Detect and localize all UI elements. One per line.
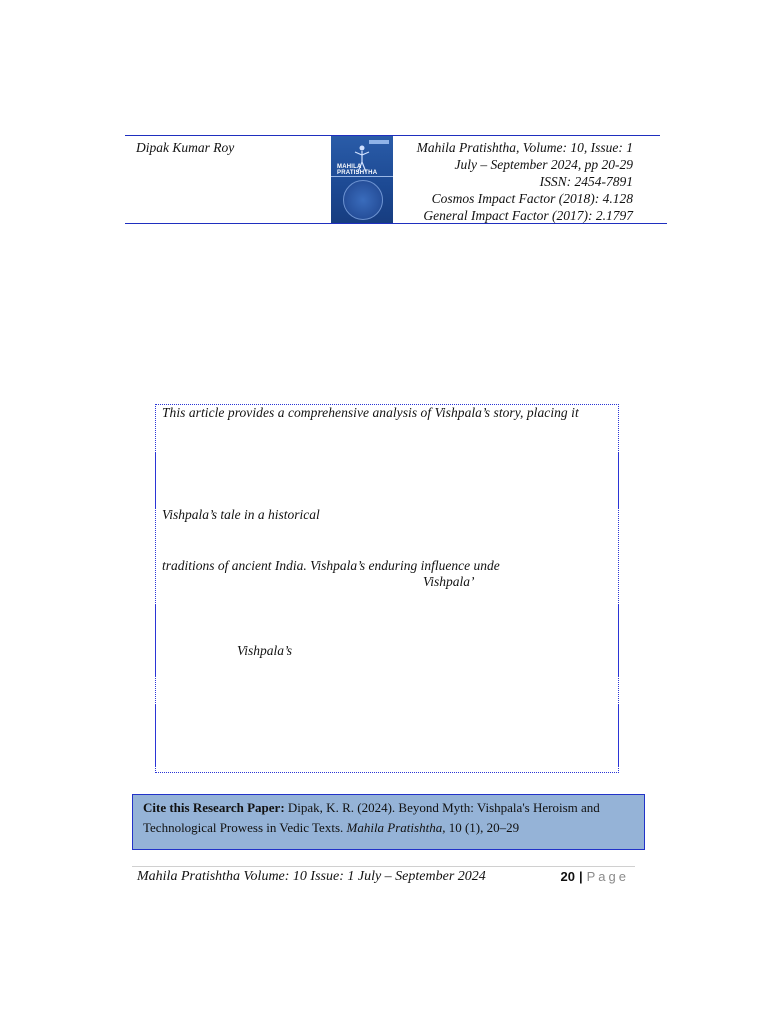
citation-journal: Mahila Pratishtha — [346, 820, 443, 835]
header-author: Dipak Kumar Roy — [136, 140, 235, 155]
journal-info — [417, 139, 633, 224]
journal-line-1: Mahila Pratishtha, Volume: 10, Issue: 1 — [416, 140, 633, 155]
page-number: 20 — [560, 869, 575, 884]
abstract-line-3: traditions of ancient India. Vishpala’s enduring influence unde — [162, 558, 500, 573]
citation-body: Dipak, K. R. (2024). Beyond Myth: Vishpala's Heroism and Technological Prowess in Vedic Texts. — [143, 800, 600, 835]
footer-rule — [132, 866, 635, 867]
citation-text — [143, 798, 638, 838]
abstract-line-4: Vishpala’ — [423, 574, 475, 589]
abstract-border-seg — [155, 705, 156, 767]
abstract-border-seg — [618, 705, 619, 767]
abstract-border-seg — [618, 453, 619, 509]
abstract-border-seg — [155, 453, 156, 509]
abstract-border-seg — [618, 605, 619, 677]
footer-page-indicator — [561, 869, 629, 884]
cover-stripe — [331, 176, 393, 177]
cover-title-line-1: MAHILA — [337, 164, 362, 170]
journal-cover-image — [331, 136, 393, 223]
citation-label: Cite this Research Paper: — [143, 800, 285, 815]
abstract-line-1: This article provides a comprehensive analysis of Vishpala’s story, placing it — [162, 405, 579, 420]
abstract-box — [155, 404, 619, 773]
citation-box — [132, 794, 645, 850]
abstract-border-seg — [155, 605, 156, 677]
cover-title — [337, 164, 377, 176]
journal-line-4: Cosmos Impact Factor (2018): 4.128 — [431, 191, 633, 206]
cover-title-line-2: PRATISHTHA — [337, 170, 378, 176]
page-label: Page — [586, 869, 629, 884]
journal-line-2: July – September 2024, pp 20-29 — [454, 157, 633, 172]
cover-emblem — [343, 180, 383, 220]
journal-line-5: General Impact Factor (2017): 2.1797 — [423, 208, 633, 223]
abstract-line-5: Vishpala’s — [237, 643, 293, 658]
citation-volume: , 10 (1), 20–29 — [442, 820, 520, 835]
journal-line-3: ISSN: 2454-7891 — [539, 174, 633, 189]
cover-tag — [369, 140, 389, 144]
abstract-line-2: Vishpala’s tale in a historical — [162, 507, 320, 522]
footer-journal-info: Mahila Pratishtha Volume: 10 Issue: 1 July – September 2024 — [137, 869, 486, 884]
page-separator: | — [578, 869, 583, 884]
